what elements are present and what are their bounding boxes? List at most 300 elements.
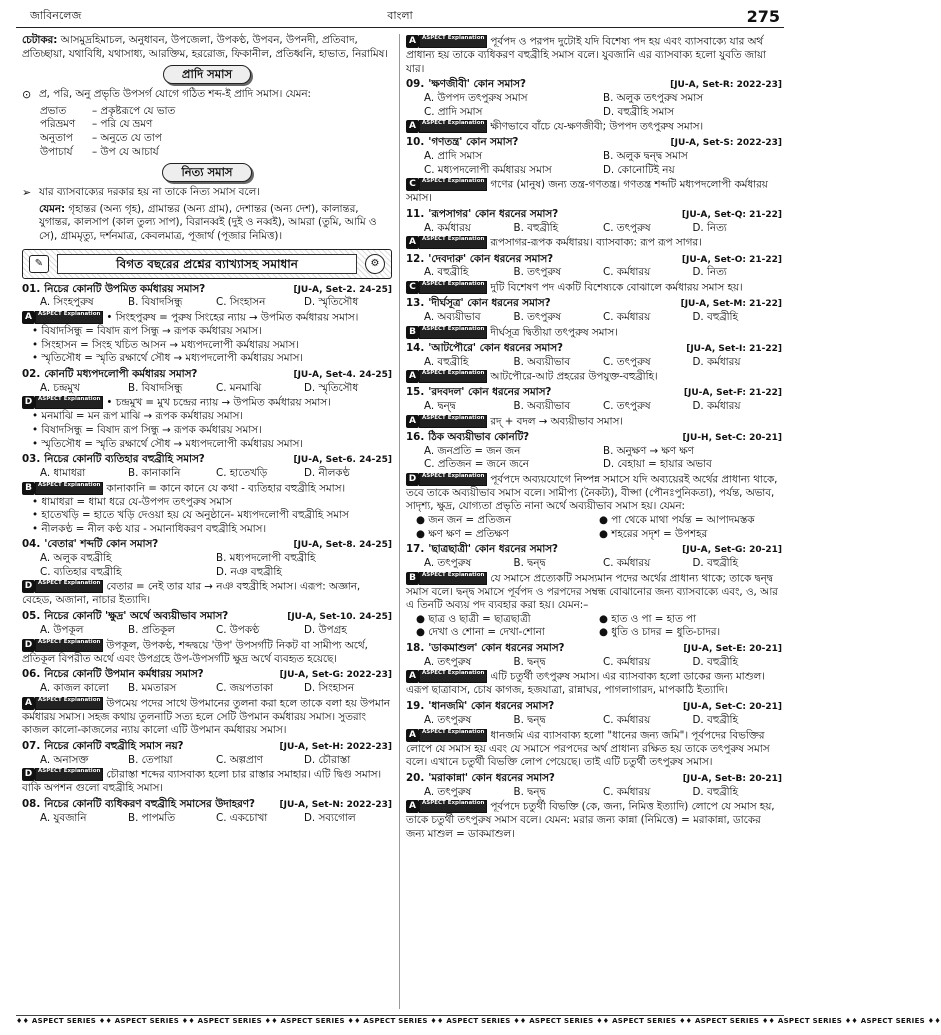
explanation — [406, 326, 782, 340]
option: A. অনাসক্ত — [40, 753, 89, 766]
option: D. কর্মধারয় — [692, 355, 741, 368]
option: C. তৎপুরুষ — [603, 400, 651, 413]
nitya-examples: যেমন: গৃহান্তর (অন্য গৃহ), গ্রামান্তর (অন্য গ্রাম), দেশান্তর (অন্য দেশ), কালান্তর, যুগান্তর, কালসাপ (কাল তুল্য সাপ), বিরানব্বই (দুই ও নব্বই), আমরা (তুমি, আমি ও সে), গ্রামমৃত্যু, দর্শনমাত্র, কেবলমাত্র, পূজার্থ (পূজার নিমিত্ত)। — [39, 202, 377, 242]
explanation — [406, 178, 782, 206]
option: D. বহুব্রীহি — [692, 785, 738, 798]
answer-badge — [22, 311, 103, 324]
question-number: 19. — [406, 700, 425, 713]
answer-badge — [406, 670, 487, 683]
question-item — [22, 610, 392, 666]
explanation-line: চৌরাস্তা শব্দের ব্যাসবাক্য হলো চার রাস্তার সমাহার। এটি দ্বিগু সমাস। বাকি অপশন গুলো বহুব্রীহি সমাস। — [22, 768, 382, 795]
options — [406, 656, 782, 670]
question-text: 'আটপৌরে' কোন ধরনের সমাস? — [428, 341, 563, 354]
explanation — [406, 670, 782, 698]
question-source: [JU-A, Set-10. 24-25] — [287, 612, 392, 623]
explanation — [406, 572, 782, 613]
question-header — [22, 798, 392, 812]
question-text: নিচের কোনটি উপমান কর্মধারয় সমাস? — [44, 668, 204, 681]
question-header — [406, 342, 782, 356]
explanation-tag: ASPECT Explanation — [419, 415, 487, 428]
question-number: 14. — [406, 341, 425, 354]
answer-letter: A — [406, 236, 419, 249]
explanation-line: • ধামাধরা = ধামা ধরে যে-উপপদ তৎপুরুষ সমাস — [32, 495, 232, 508]
nitya-definition — [22, 186, 392, 201]
option: C. প্রাদি সমাস — [424, 105, 483, 118]
question-text-wrap — [406, 700, 679, 714]
option: C. কর্মধারয় — [603, 713, 651, 726]
answer-badge — [22, 697, 103, 710]
question-text: 'ক্ষণজীবী' কোন সমাস? — [428, 78, 526, 91]
example-item: ● ধুতি ও চাদর = ধুতি-চাদর। — [599, 626, 721, 639]
answer-badge — [22, 639, 103, 652]
explanation-line: • নীলকণ্ঠ = নীল কণ্ঠ যার - সমানাধিকরণ বহুব্রীহি সমাস। — [32, 522, 267, 535]
question-text-wrap — [406, 431, 679, 445]
explanation-line: ক্ষীণভাবে বাঁচে যে-ক্ষণজীবী; উপপদ তৎপুরুষ সমাস। — [490, 120, 704, 133]
question-number: 06. — [22, 668, 41, 681]
explanation-tag: ASPECT Explanation — [35, 311, 103, 324]
option: B. পাপমতি — [128, 811, 175, 824]
question-source: [JU-A, Set-I: 21-22] — [686, 343, 782, 354]
answer-letter: D — [22, 639, 35, 652]
option: B. মমতারস — [128, 682, 177, 695]
option: D. নিত্য — [692, 221, 727, 234]
explanation — [22, 697, 392, 738]
answer-badge — [406, 236, 487, 249]
option: C. প্রতিজন = জনে জনে — [424, 458, 529, 471]
question-header — [406, 700, 782, 714]
question-item — [406, 78, 782, 134]
option: B. তৎপুরুষ — [513, 266, 561, 279]
explanation-line: • বিষাদসিন্ধু = বিষাদ রূপ সিন্ধু → রূপক কর্মধারয় সমাস। — [32, 423, 262, 436]
question-item — [406, 136, 782, 206]
example-term: প্রভাত — [40, 104, 67, 117]
option: A. অব্যয়ীভাব — [424, 310, 481, 323]
option: D. নিত্য — [692, 266, 727, 279]
arrow-bullet-icon: ➢ — [22, 186, 32, 200]
question-header — [406, 543, 782, 557]
question-item — [406, 543, 782, 640]
explanation-line: আটপৌরে-আট প্রহরের উপযুক্ত-বহুব্রীহি। — [490, 370, 658, 383]
question-item — [22, 283, 392, 366]
right-column — [406, 34, 782, 1009]
option: B. বহুব্রীহি — [513, 221, 559, 234]
question-text-wrap — [406, 136, 667, 150]
question-text-wrap — [406, 297, 677, 311]
example-item: ● পা থেকে মাথা পর্যন্ত = আপাদমস্তক — [599, 513, 755, 526]
answer-badge — [406, 178, 487, 191]
answer-letter: D — [22, 580, 35, 593]
question-text: 'মরাকান্না' কোন ধরনের সমাস? — [428, 771, 555, 784]
answer-letter: A — [406, 370, 419, 383]
continued-text: পূর্বপদ ও পরপদ দুটোই যদি বিশেষ্য পদ হয় এবং ব্যাসবাক্যে যার অর্থ প্রাধান্য হয় তাকে ব্যধিকরণ বহুব্রীহি সমাস বলে। যুবজানি এর ব্যাসবাক্য হলো যুবতি জায়া যার। — [406, 35, 767, 75]
options — [406, 266, 782, 280]
question-source: [JU-A, Set-Q: 21-22] — [681, 210, 782, 221]
explanation-line: কানাকানি = কানে কানে যে কথা - ব্যতিহার বহুব্রীহি সমাস। — [106, 482, 346, 495]
option: A. তৎপুরুষ — [424, 556, 472, 569]
explanation — [406, 281, 782, 295]
explanation-line: • মনমাঝি = মন রূপ মাঝি → রূপক কর্মধারয় সমাস। — [32, 410, 243, 423]
question-number: 09. — [406, 78, 425, 91]
option: C. কর্মধারয় — [603, 266, 651, 279]
section-banner — [22, 249, 392, 279]
question-header — [406, 642, 782, 656]
option: A. উপপদ তৎপুরুষ সমাস — [424, 92, 528, 105]
explanation-line: • বিষাদসিন্ধু = বিষাদ রূপ সিন্ধু → রূপক কর্মধারয় সমাস। — [32, 325, 262, 338]
options — [22, 812, 392, 826]
option: D. কর্মধারয় — [692, 400, 741, 413]
question-item — [406, 208, 782, 251]
question-header — [22, 668, 392, 682]
explanation-line: • চন্দ্রমুখ = মুখ চন্দ্রের ন্যায় → উপমিত কর্মধারয় সমাস। — [106, 396, 331, 409]
example-row — [22, 105, 392, 119]
options — [406, 557, 782, 571]
explanation-line: পূর্বপদে অব্যয়যোগে নিষ্পন্ন সমাসে যদি অব্যয়েরই অর্থের প্রাধান্য থাকে, তবে তাকে অব্যয়ীভাব সমাস বলে। সামীপ্য (নৈকট্য), বীপ্সা (পৌনঃপুনিকতা), পর্যন্ত, অভাব, সাদৃশ্য, ক্ষুদ্র, যোগ্যতা প্রভৃতি নানা অর্থে অব্যয়ীভাব সমাস হয়। যেমন: — [406, 473, 778, 513]
column-divider — [399, 34, 400, 1009]
explanation-line: দুটি বিশেষণ পদ একটি বিশেষ্যকে বোঝালে কর্মধারয় সমাস হয়। — [490, 281, 743, 294]
nitya-heading: নিত্য সমাস — [22, 163, 392, 182]
question-text-wrap — [22, 798, 276, 812]
option: B. দ্বন্দ্ব — [513, 655, 546, 668]
option: B. দ্বন্দ্ব — [513, 556, 546, 569]
question-source: [JU-A, Set-6. 24-25] — [293, 455, 392, 466]
page-header — [16, 6, 784, 28]
question-text: 'ধানজমি' কোন ধরনের সমাস? — [428, 700, 555, 713]
question-text-wrap — [406, 543, 678, 557]
option: A. কাজল কালো — [40, 682, 109, 695]
example-row — [22, 118, 392, 132]
explanation-tag: ASPECT Explanation — [419, 572, 487, 585]
explanation — [406, 800, 782, 841]
question-source: [JU-A, Set-M: 21-22] — [680, 299, 782, 310]
pencil-icon: ✎ — [29, 255, 49, 273]
question-text-wrap — [406, 342, 682, 356]
question-number: 12. — [406, 252, 425, 265]
options — [22, 382, 392, 396]
prad-text: প্র, পরি, অনু প্রভৃতি উপসর্গ যোগে গঠিত শব্দ-ই প্রাদি সমাস। যেমন: — [39, 88, 311, 101]
answer-letter: A — [406, 729, 419, 742]
option: B. কানাকানি — [128, 466, 181, 479]
question-item — [22, 668, 392, 738]
gear-icon: ⚙ — [365, 254, 385, 274]
question-text: 'বেতার' শব্দটি কোন সমাস? — [44, 538, 159, 551]
question-header — [406, 431, 782, 445]
option: D. স্মৃতিসৌধ — [304, 381, 359, 394]
option: C. হাতেখড়ি — [216, 466, 268, 479]
answer-badge: A ASPECT Explanation — [406, 35, 487, 48]
question-header — [22, 283, 392, 297]
question-header — [22, 453, 392, 467]
option: D. বহুব্রীহি — [692, 310, 738, 323]
question-text: নিচের কোনটি উপমিত কর্মধারয় সমাস? — [44, 282, 206, 295]
option: A. প্রাদি সমাস — [424, 150, 483, 163]
example-row — [22, 146, 392, 160]
answer-letter: D — [406, 473, 419, 486]
question-header — [406, 208, 782, 222]
question-text: 'দেবদারু' কোন ধরনের সমাস? — [428, 252, 554, 265]
explanation — [22, 396, 392, 451]
option: C. সিংহাসন — [216, 296, 266, 309]
explanation-line: • সিংহাসন = সিংহ খচিত আসন → মধ্যপদলোপী কর্মধারয় সমাস। — [32, 338, 299, 351]
question-item — [406, 431, 782, 541]
options — [406, 150, 782, 177]
explanation-line: • হাতেখড়ি = হাতে খড়ি দেওয়া হয় যে অনুষ্ঠানে- মধ্যপদলোপী বহুব্রীহি সমাস — [32, 509, 349, 522]
option: D. বেহায়া = হায়ার অভাব — [603, 458, 712, 471]
question-number: 17. — [406, 543, 425, 556]
example-item: ● ক্ষণ ক্ষণ = প্রতিক্ষণ — [416, 527, 509, 540]
question-header — [406, 772, 782, 786]
option: D. নঞ বহুব্রীহি — [216, 565, 282, 578]
question-text-wrap — [22, 740, 276, 754]
question-text: নিচের কোনটি ব্যতিহার বহুব্রীহি সমাস? — [44, 453, 205, 466]
answer-badge — [406, 281, 487, 294]
option: C. কর্মধারয় — [603, 556, 651, 569]
option: B. অনুক্ষণ → ক্ষণ ক্ষণ — [603, 444, 694, 457]
target-bullet-icon: ⊙ — [22, 88, 32, 102]
question-text: 'ছাত্রছাত্রী' কোন ধরনের সমাস? — [428, 543, 559, 556]
answer-badge — [406, 370, 487, 383]
question-text: 'গণতন্ত্র' কোন সমাস? — [428, 136, 519, 149]
header-center: বাংলা — [387, 9, 413, 22]
question-text: নিচের কোনটি ব্যধিকরণ বহুব্রীহি সমাসের উদাহরণ? — [44, 797, 255, 810]
option: A. জনপ্রতি = জন জন — [424, 444, 521, 457]
option: A. অলুক বহুব্রীহি — [40, 552, 112, 565]
explanation-line: দীর্ঘসূত্র দ্বিতীয়া তৎপুরুষ সমাস। — [490, 326, 618, 339]
answer-letter: A — [22, 311, 35, 324]
option: C. ব্যতিহার বহুব্রীহি — [40, 565, 122, 578]
question-text-wrap — [406, 78, 666, 92]
example-meaning: – পরি যে ভ্রমণ — [92, 118, 153, 131]
question-source: [JU-A, Set-S: 2022-23] — [670, 138, 782, 149]
question-source: [JU-A, Set-R: 2022-23] — [670, 80, 782, 91]
question-header — [406, 78, 782, 92]
question-item — [406, 342, 782, 385]
option: C. তৎপুরুষ — [603, 355, 651, 368]
question-text-wrap — [22, 668, 276, 682]
option: D. চৌরাস্তা — [304, 753, 351, 766]
options — [406, 311, 782, 325]
question-header — [22, 740, 392, 754]
answer-badge — [406, 800, 487, 813]
question-source: [JU-A, Set-B: 20-21] — [682, 773, 782, 784]
intro-text: আসমুদ্রহিমাচল, অনুধাবন, উপজেলা, উপকণ্ঠ, উপবন, উপনদী, প্রতিবাদ, প্রতিচ্ছায়া, যথাবিধি, যথাসাধ্য, আরক্তিম, হররোজ, ফিকানীল, প্রতিধ্বনি, হাভাত, নিরামিষ। — [22, 34, 388, 60]
answer-badge — [406, 120, 487, 133]
answer-badge — [22, 580, 103, 593]
question-source: [JU-A, Set-4. 24-25] — [293, 369, 392, 380]
explanation — [406, 415, 782, 429]
option: B. দ্বন্দ্ব — [513, 713, 546, 726]
question-item — [406, 772, 782, 842]
explanation-tag: ASPECT Explanation — [419, 236, 487, 249]
question-text: নিচের কোনটি বহুব্রীহি সমাস নয়? — [44, 739, 184, 752]
banner-title: বিগত বছরের প্রশ্নের ব্যাখ্যাসহ সমাধান — [57, 254, 357, 274]
answer-badge — [22, 768, 103, 781]
option: D. সব্যগোল — [304, 811, 356, 824]
option: B. অলুক দ্বন্দ্ব সমাস — [603, 150, 688, 163]
option: C. অল্পপ্রাণ — [216, 753, 263, 766]
explanation-line: বেতার = নেই তার যার → নঞ বহুব্রীহি সমাস। এরূপ: অজ্ঞান, বেহেড, অজানা, নাচার ইত্যাদি। — [22, 580, 361, 607]
answer-badge — [406, 473, 487, 486]
explanation-tag: ASPECT Explanation — [419, 120, 487, 133]
options — [22, 467, 392, 481]
question-number: 16. — [406, 430, 425, 443]
example-grid — [406, 613, 782, 640]
option: B. বিষাদসিন্ধু — [128, 296, 183, 309]
answer-letter: A — [406, 670, 419, 683]
option: C. কর্মধারয় — [603, 785, 651, 798]
question-number: 05. — [22, 610, 41, 623]
option: B. তৎপুরুষ — [513, 310, 561, 323]
option: C. মধ্যপদলোপী কর্মধারয় সমাস — [424, 163, 552, 176]
answer-badge — [22, 396, 103, 409]
answer-letter: A — [406, 120, 419, 133]
explanation-line: এটি চতুর্থী তৎপুরুষ সমাস। এর ব্যাসবাক্য হলো ডাকের জন্য মাশুল। এরূপ ছাত্রাবাস, চোষ কাগজ, হজযাত্রা, রান্নাঘর, পাগলাগারদ, মাপকাঠি ইত্যাদি। — [406, 670, 765, 697]
question-item — [406, 253, 782, 296]
option: A. যুবজানি — [40, 811, 87, 824]
question-text: নিচের কোনটি 'ক্ষুদ্র' অর্থে অব্যয়ীভাব সমাস? — [44, 610, 229, 623]
question-item — [406, 386, 782, 429]
question-text: 'দীর্ঘসূত্র' কোন ধরনের সমাস? — [428, 297, 551, 310]
options — [406, 400, 782, 414]
explanation — [406, 120, 782, 134]
question-text-wrap — [22, 453, 289, 467]
option: A. তৎপুরুষ — [424, 713, 472, 726]
option: C. কর্মধারয় — [603, 655, 651, 668]
explanation-line: উপকূল, উপকণ্ঠ, শব্দদ্বয়ে 'উপ' উপসর্গটি নিকট বা সামীপ্য অর্থে, প্রতিকূল বিপরীত অর্থে এবং উপগ্রহে উপ-উপসর্গটি ক্ষুদ্র অর্থে ব্যবহৃত হয়েছে। — [22, 639, 368, 665]
explanation-tag: ASPECT Explanation — [419, 729, 487, 742]
explanation-tag: ASPECT Explanation — [419, 370, 487, 383]
options — [406, 356, 782, 370]
question-number: 07. — [22, 739, 41, 752]
explanation-tag: ASPECT Explanation — [419, 281, 487, 294]
option: B. তেপায়া — [128, 753, 173, 766]
question-number: 10. — [406, 136, 425, 149]
intro-label: চেটাকর: — [22, 34, 58, 46]
question-source: [JU-A, Set-N: 2022-23] — [279, 799, 392, 810]
explanation-line: ধানজমি এর ব্যাসবাক্য হলো "ধানের জন্য জমি"। পূর্বপদের বিভক্তির লোপে যে সমাস হয় এবং যে সমাসে পরপদের অর্থ প্রাধান্য রক্ষিত হয় তাকে তৎপুরুষ সমাস বলে। এখানে চতুর্থী বিভক্তি লোপ পেয়েছে। তাই এটি চতুর্থী তৎপুরুষ সমাস। — [406, 729, 770, 769]
explanation-tag: ASPECT Explanation — [419, 800, 487, 813]
explanation-tag: ASPECT Explanation — [419, 670, 487, 683]
option: D. বহুব্রীহি — [692, 713, 738, 726]
option: C. তৎপুরুষ — [603, 221, 651, 234]
example-meaning: – উপ যে আচার্য — [92, 145, 159, 158]
question-header — [22, 368, 392, 382]
example-item: ● হাত ও পা = হাত পা — [599, 612, 697, 625]
explanation-line: • স্মৃতিসৌধ = স্মৃতি রক্ষার্থে সৌধ → মধ্যপদলোপী কর্মধারয় সমাস। — [32, 437, 303, 450]
question-source: [JU-A, Set-O: 21-22] — [681, 254, 782, 265]
option: D. বহুব্রীহি সমাস — [603, 105, 674, 118]
answer-badge — [406, 572, 487, 585]
example-meaning: – অনুতে যে তাপ — [92, 132, 162, 144]
answer-letter: A — [406, 415, 419, 428]
option: A. ধামাধরা — [40, 466, 86, 479]
options — [406, 445, 782, 472]
question-header — [406, 297, 782, 311]
example-grid — [406, 514, 782, 541]
question-item — [406, 642, 782, 698]
question-text: ঠিক অব্যয়ীভাব কোনটি? — [428, 430, 530, 443]
option: B. দ্বন্দ্ব — [513, 785, 546, 798]
question-text-wrap — [406, 642, 679, 656]
question-item — [22, 453, 392, 536]
question-source: [JU-A, Set-G: 20-21] — [682, 545, 782, 556]
right-question-list — [406, 78, 782, 841]
options — [406, 714, 782, 728]
footer-strip: ♦♦ ASPECT SERIES ♦♦ ASPECT SERIES ♦♦ ASPECT SERIES ♦♦ ASPECT SERIES ♦♦ ASPECT SERIES ♦♦ ASPECT SERIES ♦♦ ASPECT SERIES ♦♦ ASPECT SERIES ♦♦ ASPECT SERIES ♦♦ ASPECT SERIES ♦♦ ASPECT SERIES ♦♦ — [16, 1017, 941, 1025]
explanation — [22, 768, 392, 796]
prad-heading: প্রাদি সমাস — [22, 65, 392, 84]
explanation — [406, 473, 782, 514]
question-text-wrap — [406, 208, 678, 222]
options — [406, 92, 782, 119]
option: A. সিংহপুরুষ — [40, 296, 94, 309]
explanation — [406, 729, 782, 770]
question-text-wrap — [22, 538, 289, 552]
question-item — [406, 700, 782, 770]
question-number: 04. — [22, 538, 41, 551]
explanation-tag: ASPECT Explanation — [419, 326, 487, 339]
explanation-tag: ASPECT Explanation — [419, 178, 487, 191]
answer-badge — [406, 729, 487, 742]
header-left: জাবিনলেজ — [30, 9, 82, 22]
intro-paragraph — [22, 34, 392, 61]
explanation — [22, 580, 392, 608]
options — [406, 222, 782, 236]
option: A. বহুব্রীহি — [424, 355, 469, 368]
question-text-wrap — [22, 283, 289, 297]
question-header — [406, 136, 782, 150]
option: B. প্রতিকূল — [128, 623, 175, 636]
option: A. তৎপুরুষ — [424, 655, 472, 668]
explanation — [406, 236, 782, 250]
example-term: অনুতাপ — [40, 132, 73, 144]
option: D. নীলকণ্ঠ — [304, 466, 350, 479]
explanation-tag: ASPECT Explanation — [35, 396, 103, 409]
question-text-wrap — [22, 368, 289, 382]
question-source: [JU-A, Set-G: 2022-23] — [279, 670, 392, 681]
question-number: 13. — [406, 297, 425, 310]
option: D. বহুব্রীহি — [692, 556, 738, 569]
question-text-wrap — [406, 386, 680, 400]
question-number: 11. — [406, 208, 425, 221]
options — [406, 786, 782, 800]
answer-letter: D — [22, 396, 35, 409]
option: C. জয়পতাকা — [216, 682, 273, 695]
option: B. অব্যয়ীভাব — [513, 400, 571, 413]
continued-explanation — [406, 35, 782, 76]
option: B. বিষাদসিন্ধু — [128, 381, 183, 394]
option: C. একচোখা — [216, 811, 268, 824]
explanation-line: গণের (মানুষ) জন্য তন্ত্র-গণতন্ত্র। গণতন্ত্র শব্দটি মধ্যপদলোপী কর্মধারয় সমাস। — [406, 178, 768, 205]
question-number: 15. — [406, 386, 425, 399]
option: C. মনমাঝি — [216, 381, 262, 394]
option: D. স্মৃতিসৌধ — [304, 296, 359, 309]
question-item — [22, 740, 392, 796]
left-column — [22, 34, 392, 1009]
explanation-line: • সিংহপুরুষ = পুরুষ সিংহের ন্যায় → উপমিত কর্মধারয় সমাস। — [106, 311, 359, 324]
question-source: [JU-A, Set-C: 20-21] — [682, 702, 782, 713]
example-row — [22, 132, 392, 146]
question-number: 20. — [406, 771, 425, 784]
example-meaning: – প্রকৃষ্টরূপে যে ভাত — [92, 104, 176, 117]
answer-badge — [406, 415, 487, 428]
page-number: 275 — [746, 7, 780, 26]
question-number: 03. — [22, 453, 41, 466]
question-source: [JU-A, Set-2. 24-25] — [293, 284, 392, 295]
answer-letter: B — [22, 482, 35, 495]
options — [22, 682, 392, 696]
explanation-tag: ASPECT Explanation — [35, 482, 103, 495]
option: D. সিংহাসন — [304, 682, 354, 695]
